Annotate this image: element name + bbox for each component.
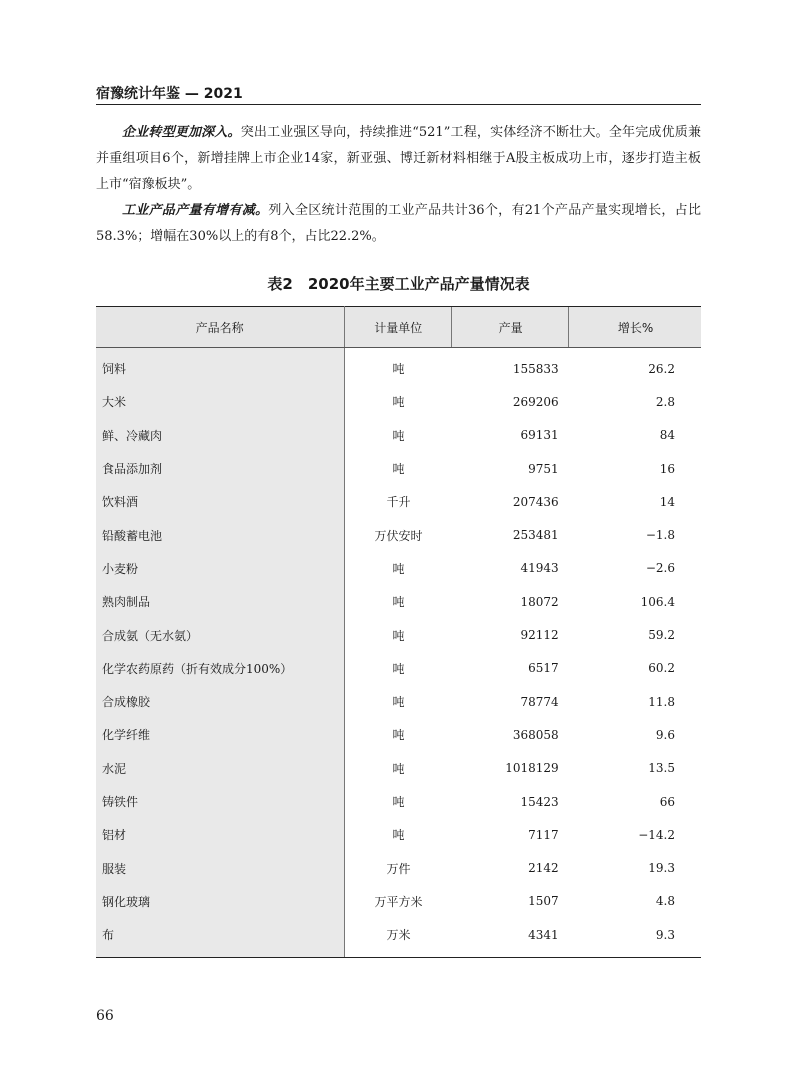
table-row: [96, 485, 701, 518]
cell-product-name: 钢化玻璃: [96, 885, 345, 918]
paragraph-1-lead: 企业转型更加深入。: [122, 125, 241, 140]
cell-product-name: 水泥: [96, 752, 345, 785]
cell-output: 9751: [528, 461, 559, 476]
cell-output: 6517: [528, 661, 559, 676]
table-row: [96, 348, 701, 386]
header-product-name: 产品名称: [96, 307, 345, 348]
cell-product-name: 熟肉制品: [96, 585, 345, 618]
table-row: [96, 718, 701, 751]
paragraph-1: [96, 120, 701, 198]
cell-output: 15423: [520, 794, 559, 809]
cell-product-name: 鲜、冷藏肉: [96, 419, 345, 452]
cell-growth: 106.4: [640, 594, 675, 609]
cell-unit: 万伏安时: [374, 528, 423, 543]
cell-output: 155833: [512, 361, 559, 376]
running-head-title: 宿豫统计年鉴 — 2021: [96, 86, 243, 102]
cell-output: 18072: [520, 594, 559, 609]
cell-unit: 吨: [392, 761, 405, 776]
cell-growth: 84: [659, 428, 675, 443]
paragraph-2: [96, 198, 701, 250]
cell-product-name: 合成橡胶: [96, 685, 345, 718]
table-row: [96, 552, 701, 585]
table-row: [96, 618, 701, 651]
cell-unit: 吨: [392, 828, 405, 843]
cell-unit: 吨: [392, 462, 405, 477]
cell-unit: 吨: [392, 661, 405, 676]
cell-product-name: 合成氨（无水氨）: [96, 618, 345, 651]
cell-unit: 吨: [392, 728, 405, 743]
header-growth: 增长%: [569, 307, 701, 348]
table-row: [96, 851, 701, 884]
cell-output: 4341: [452, 918, 569, 958]
cell-growth: 19.3: [648, 861, 675, 876]
table-row: [96, 652, 701, 685]
cell-product-name: 铸铁件: [96, 785, 345, 818]
cell-growth: 11.8: [648, 694, 675, 709]
cell-output: 69131: [520, 428, 559, 443]
cell-product-name: 服装: [96, 851, 345, 884]
table-row: [96, 419, 701, 452]
table-row: [96, 452, 701, 485]
cell-product-name: 布: [96, 918, 345, 958]
cell-unit: 万件: [386, 861, 411, 876]
cell-growth: 60.2: [648, 661, 675, 676]
cell-unit: 万平方米: [374, 894, 423, 909]
table-row: [96, 918, 701, 958]
cell-unit: 吨: [392, 695, 405, 710]
cell-output: 92112: [520, 628, 559, 643]
cell-output: 207436: [512, 494, 559, 509]
cell-product-name: 饮料酒: [96, 485, 345, 518]
cell-unit: 吨: [392, 395, 405, 410]
cell-product-name: 化学纤维: [96, 718, 345, 751]
table-row: [96, 385, 701, 418]
paragraph-1-text: 突出工业强区导向，持续推进“521”工程，实体经济不断壮大。全年完成优质兼并重组项目6个，新增挂牌上市企业14家，新亚强、博迁新材料相继于A股主板成功上市，逐步打造主板上市“宿豫板块”。: [96, 125, 701, 192]
table-row: [96, 585, 701, 618]
cell-growth: −14.2: [638, 827, 675, 842]
cell-growth: 16: [659, 461, 675, 476]
cell-growth: −2.6: [645, 561, 675, 576]
paragraph-2-lead: 工业产品产量有增有减。: [122, 203, 269, 218]
table-title: 表2 2020年主要工业产品产量情况表: [267, 275, 530, 293]
cell-unit: 吨: [392, 795, 405, 809]
cell-output: 1018129: [505, 761, 559, 776]
cell-output: 41943: [520, 561, 559, 576]
page-number: 66: [96, 1008, 114, 1024]
cell-product-name: 铅酸蓄电池: [96, 518, 345, 551]
cell-unit: 吨: [392, 362, 405, 377]
cell-growth: 59.2: [648, 628, 675, 643]
table-header-row: [96, 307, 701, 348]
cell-output: 1507: [528, 894, 559, 909]
cell-growth: 4.8: [655, 894, 675, 909]
cell-product-name: 铝材: [96, 818, 345, 851]
cell-growth: 66: [659, 794, 675, 809]
cell-growth: 9.6: [655, 727, 675, 742]
cell-unit: 吨: [392, 595, 405, 610]
table-row: [96, 518, 701, 551]
cell-output: 2142: [528, 861, 559, 876]
cell-product-name: 饲料: [96, 348, 345, 386]
cell-product-name: 化学农药原药（折有效成分100%）: [96, 652, 345, 685]
cell-output: 78774: [520, 694, 559, 709]
cell-growth: 13.5: [648, 761, 675, 776]
table-row: [96, 885, 701, 918]
cell-output: 253481: [512, 528, 559, 543]
cell-unit: 万米: [345, 918, 452, 958]
table-row: [96, 818, 701, 851]
header-output: 产量: [452, 307, 569, 348]
cell-product-name: 小麦粉: [96, 552, 345, 585]
body-text: [96, 120, 701, 250]
table-row: [96, 685, 701, 718]
production-table: [96, 306, 701, 958]
table-body: [96, 348, 701, 958]
cell-unit: 千升: [386, 495, 411, 510]
cell-output: 269206: [512, 394, 559, 409]
cell-growth: 26.2: [648, 361, 675, 376]
cell-output: 368058: [512, 727, 559, 742]
cell-product-name: 食品添加剂: [96, 452, 345, 485]
cell-unit: 吨: [392, 628, 405, 643]
cell-output: 7117: [528, 827, 559, 842]
cell-product-name: 大米: [96, 385, 345, 418]
cell-unit: 吨: [392, 428, 405, 443]
cell-growth: 14: [659, 494, 675, 509]
running-head: [96, 82, 701, 105]
cell-unit: 吨: [392, 561, 405, 576]
table-row: [96, 752, 701, 785]
header-unit: 计量单位: [345, 307, 452, 348]
cell-growth: 2.8: [655, 394, 675, 409]
cell-growth: −1.8: [645, 528, 675, 543]
table-row: [96, 785, 701, 818]
cell-growth: 9.3: [569, 918, 701, 958]
paragraph-2-text: 列入全区统计范围的工业产品共计36个，有21个产品产量实现增长，占比58.3%；增幅在30%以上的有8个，占比22.2%。: [96, 203, 701, 244]
